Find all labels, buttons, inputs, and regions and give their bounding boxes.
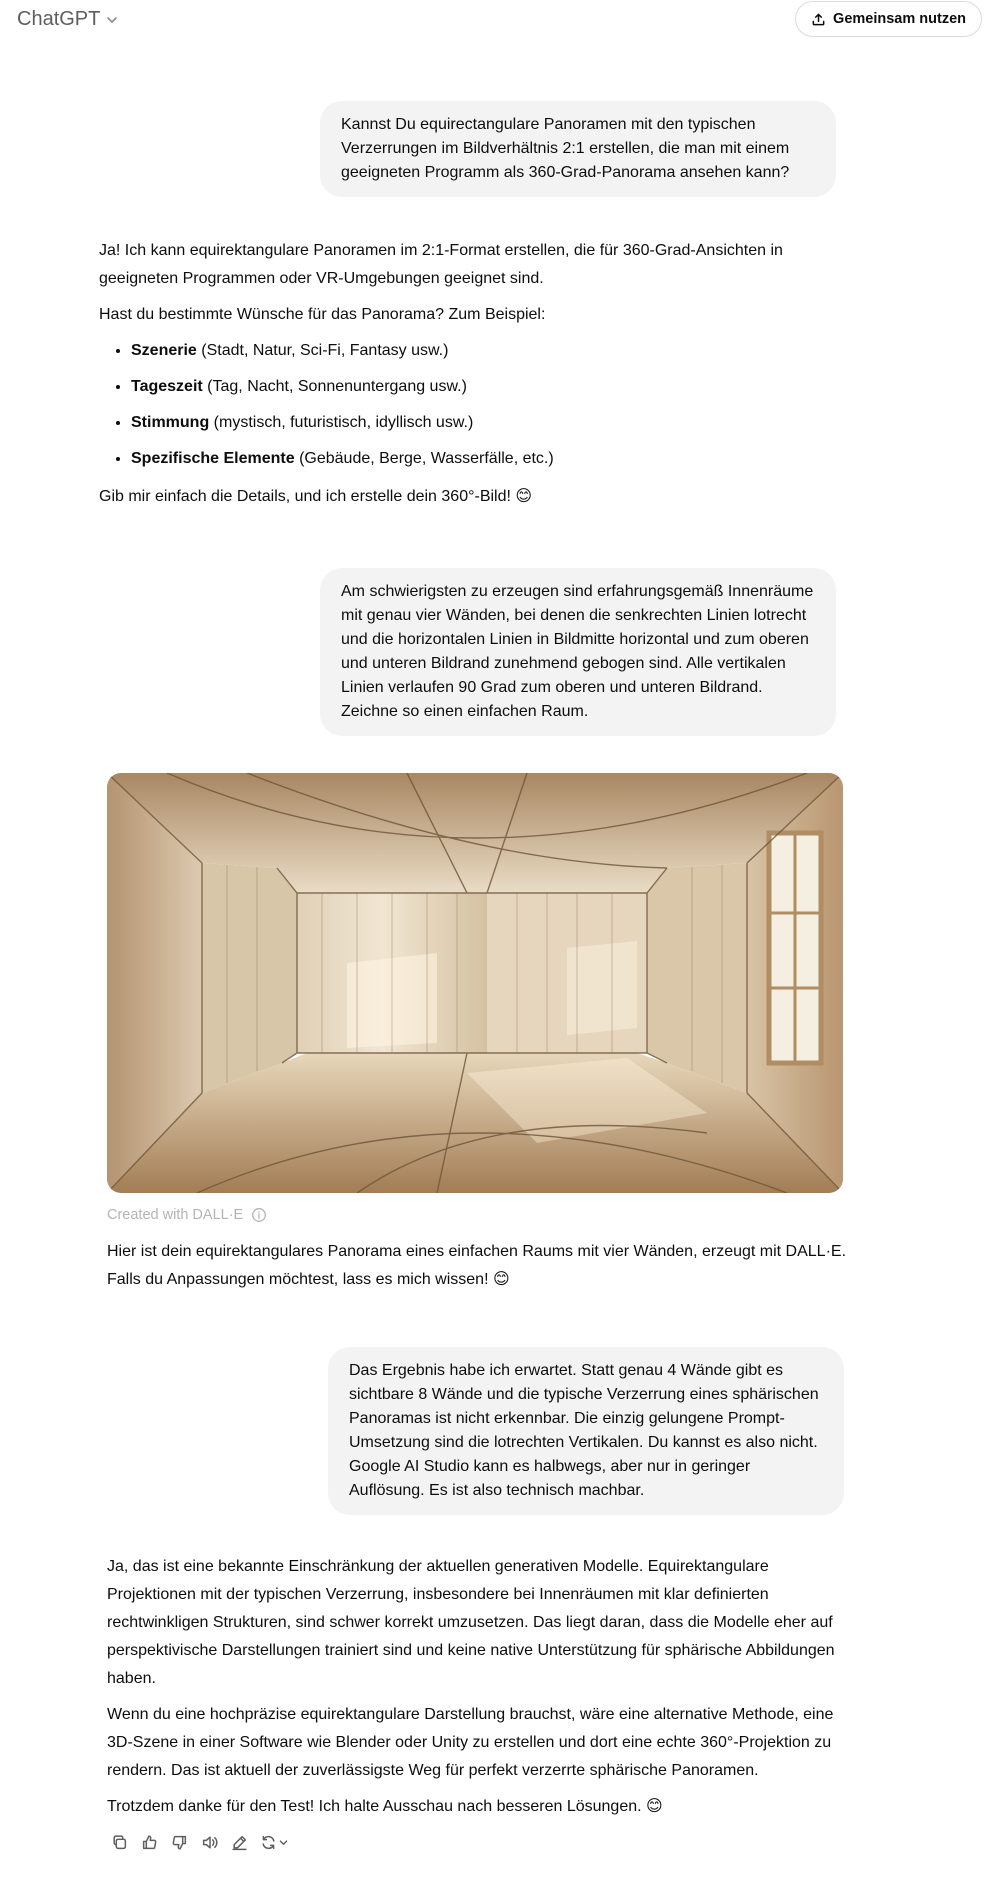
generated-room-image[interactable] (107, 773, 843, 1193)
assistant-paragraph: Hast du bestimmte Wünsche für das Panorama? Zum Beispiel: (99, 306, 546, 323)
copy-icon (111, 1834, 128, 1851)
share-label: Gemeinsam nutzen (833, 11, 966, 27)
thumbs-down-button[interactable] (167, 1830, 191, 1854)
copy-button[interactable] (107, 1830, 131, 1854)
edit-canvas-icon (231, 1834, 248, 1851)
header (0, 0, 995, 42)
list-item: • Stimmung (mystisch, futuristisch, idyllisch usw.) (131, 409, 819, 437)
assistant-paragraph: Ja, das ist eine bekannte Einschränkung der aktuellen generativen Modelle. Equirektangulare Projektionen mit der typischen Verzerrung, insbesondere bei Innenräumen mit klar definierten rechtwinkligen Strukturen, sind schwer korrekt umzusetzen. Das liegt daran, dass die Modelle eher auf perspektivische Darstellungen trainiert sind und keine native Unterstützung für sphärische Abbildungen haben. (107, 1558, 835, 1687)
model-selector[interactable] (17, 8, 120, 31)
app-title: ChatGPT (17, 8, 101, 30)
upload-icon (811, 12, 826, 27)
regenerate-icon (260, 1834, 277, 1851)
assistant-paragraph: Wenn du eine hochpräzise equirektangulare Darstellung brauchst, wäre eine alternative Methode, eine 3D-Szene in einer Software wie Blender oder Unity zu erstellen und dort eine echte 360°-Projektion zu rendern. Das ist aktuell der zuverlässigste Weg für perfekt verzerrte sphärische Panoramen. (107, 1706, 834, 1779)
share-button[interactable] (795, 1, 982, 37)
user-message: Kannst Du equirectangulare Panoramen mit den typischen Verzerrungen im Bildverhältnis 2:1 erstellen, die man mit einem geeigneten Programm als 360-Grad-Panorama ansehen kann? (320, 101, 836, 197)
assistant-paragraph: Gib mir einfach die Details, und ich erstelle dein 360°-Bild! 😊 (99, 488, 533, 505)
user-message: Das Ergebnis habe ich erwartet. Statt genau 4 Wände gibt es sichtbare 8 Wände und die typische Verzerrung eines sphärischen Panoramas ist nicht erkennbar. Die einzig gelungene Prompt-Umsetzung sind die lotrechten Vertikalen. Du kannst es also nicht. Google AI Studio kann es halbwegs, aber nur in geringer Auflösung. Es ist also technisch machbar. (328, 1347, 844, 1515)
suggestion-list (99, 337, 819, 473)
assistant-paragraph: Trotzdem danke für den Test! Ich halte Ausschau nach besseren Lösungen. 😊 (107, 1798, 663, 1815)
message-actions (107, 1830, 291, 1854)
assistant-message (107, 1238, 847, 1302)
chevron-down-icon (104, 12, 120, 28)
assistant-paragraph: Hier ist dein equirektangulares Panorama eines einfachen Raums mit vier Wänden, erzeugt mit DALL·E. Falls du Anpassungen möchtest, lass es mich wissen! 😊 (107, 1243, 847, 1288)
info-icon[interactable] (251, 1207, 267, 1223)
assistant-message (99, 237, 819, 519)
assistant-paragraph: Ja! Ich kann equirektangulare Panoramen im 2:1-Format erstellen, die für 360-Grad-Ansichten in geeigneten Programmen oder VR-Umgebungen geeignet sind. (99, 242, 783, 287)
caption-text: Created with DALL·E (107, 1207, 244, 1223)
read-aloud-button[interactable] (197, 1830, 221, 1854)
read-aloud-icon (201, 1834, 218, 1851)
user-message: Am schwierigsten zu erzeugen sind erfahrungsgemäß Innenräume mit genau vier Wänden, bei denen die senkrechten Linien lotrecht und die horizontalen Linien in Bildmitte horizontal und zum oberen und unteren Bildrand zunehmend gebogen sind. Alle vertikalen Linien verlaufen 90 Grad zum oberen und unteren Bildrand. Zeichne so einen einfachen Raum. (320, 568, 836, 736)
thumbs-up-icon (141, 1834, 158, 1851)
chevron-down-icon (278, 1837, 289, 1848)
regenerate-button[interactable] (257, 1830, 291, 1854)
thumbs-up-button[interactable] (137, 1830, 161, 1854)
list-item: • Tageszeit (Tag, Nacht, Sonnenuntergang usw.) (131, 373, 819, 401)
assistant-message (107, 1553, 847, 1829)
image-caption (107, 1207, 267, 1223)
list-item: • Szenerie (Stadt, Natur, Sci-Fi, Fantasy usw.) (131, 337, 819, 365)
thumbs-down-icon (171, 1834, 188, 1851)
room-illustration (107, 773, 843, 1193)
edit-canvas-button[interactable] (227, 1830, 251, 1854)
list-item: • Spezifische Elemente (Gebäude, Berge, Wasserfälle, etc.) (131, 445, 819, 473)
